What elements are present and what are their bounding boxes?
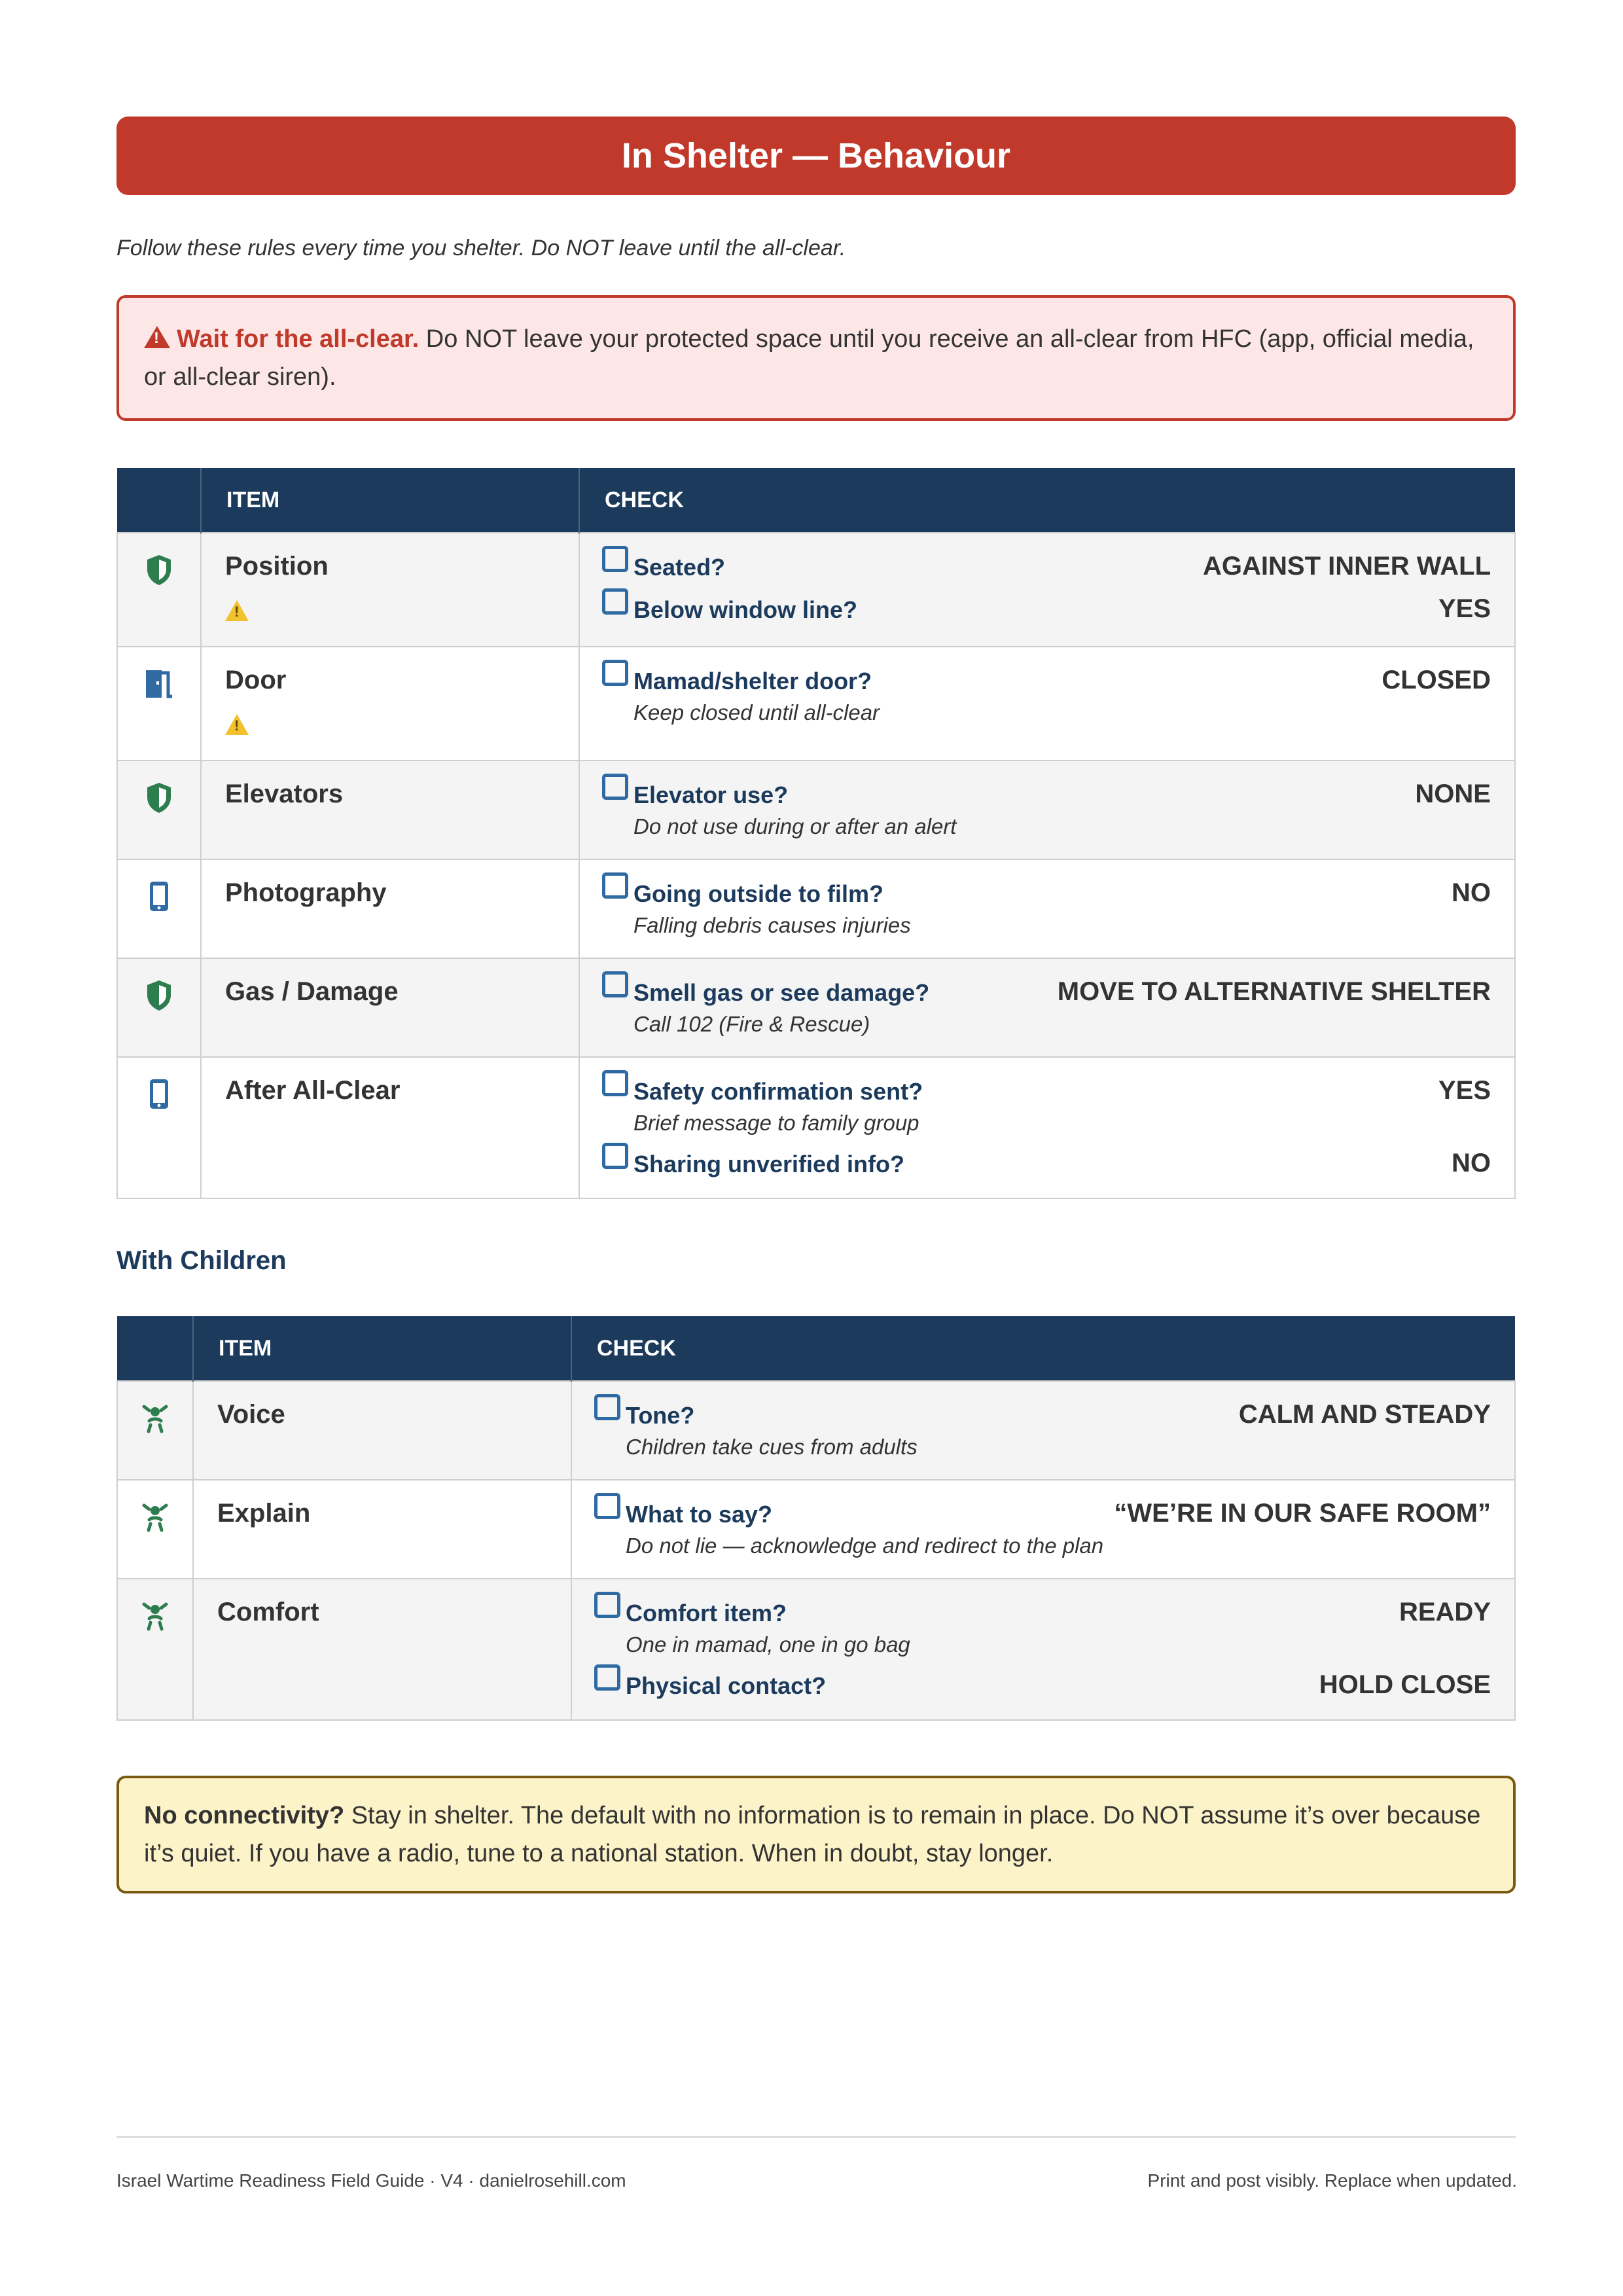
item-label: Position <box>225 552 329 581</box>
icon-column-header <box>117 1316 193 1381</box>
children-table <box>116 1316 1516 1721</box>
checkbox[interactable] <box>602 872 628 899</box>
check-answer: YES <box>1438 1076 1491 1105</box>
item-label: Photography <box>225 878 387 907</box>
checkbox[interactable] <box>602 546 628 572</box>
phone-icon <box>147 1103 171 1114</box>
check-item <box>594 1670 1491 1700</box>
check-question: Below window line? <box>633 596 857 623</box>
check-note: Call 102 (Fire & Rescue) <box>633 1012 870 1036</box>
check-question: Smell gas or see damage? <box>633 979 930 1006</box>
no-connectivity-note <box>116 1776 1516 1893</box>
checkbox[interactable] <box>602 1143 628 1169</box>
table-row <box>117 1579 1515 1720</box>
check-item <box>602 780 1491 809</box>
check-column-header: CHECK <box>571 1316 1515 1381</box>
check-item <box>602 552 1491 581</box>
check-question: What to say? <box>626 1501 773 1528</box>
child-icon <box>140 1526 170 1537</box>
checkbox[interactable] <box>602 971 628 997</box>
child-icon <box>140 1624 170 1636</box>
row-icon-cell <box>117 533 201 647</box>
shield-icon <box>144 579 174 590</box>
check-answer: READY <box>1399 1598 1491 1626</box>
item-label: Gas / Damage <box>225 977 399 1006</box>
checkbox[interactable] <box>594 1592 620 1618</box>
check-question: Mamad/shelter door? <box>633 668 872 694</box>
check-question: Physical contact? <box>626 1672 827 1699</box>
table-row <box>117 958 1515 1057</box>
item-label: Explain <box>217 1499 311 1528</box>
row-icon-cell <box>117 1057 201 1198</box>
check-item <box>602 977 1491 1007</box>
table-row <box>117 761 1515 859</box>
check-item <box>602 1076 1491 1105</box>
check-note: Falling debris causes injuries <box>633 913 911 937</box>
item-column-header: ITEM <box>201 468 579 533</box>
shield-icon <box>144 806 174 817</box>
item-cell-gas-damage <box>201 958 579 1057</box>
row-icon-cell <box>117 761 201 859</box>
check-item <box>602 878 1491 908</box>
check-item <box>594 1598 1491 1627</box>
check-question: Tone? <box>626 1402 695 1429</box>
table-row <box>117 533 1515 647</box>
check-note: Keep closed until all-clear <box>633 700 880 725</box>
behaviour-table <box>116 468 1516 1199</box>
door-icon <box>142 692 176 704</box>
footer-divider <box>116 2136 1516 2138</box>
row-icon-cell <box>117 1381 193 1480</box>
warning-triangle-icon <box>144 326 170 348</box>
check-cell <box>579 533 1515 647</box>
item-column-header: ITEM <box>193 1316 571 1381</box>
footer-note: Print and post visibly. Replace when updated. <box>1147 2170 1517 2191</box>
check-cell <box>579 859 1515 958</box>
page-subtitle: Follow these rules every time you shelter. Do NOT leave until the all-clear. <box>116 236 846 260</box>
footer-credit: Israel Wartime Readiness Field Guide · V4 · danielrosehill.com <box>116 2170 626 2191</box>
checkbox[interactable] <box>594 1394 620 1420</box>
page <box>116 117 1516 1893</box>
caution-icon <box>225 600 555 628</box>
item-label: After All-Clear <box>225 1076 401 1105</box>
shield-icon <box>144 1004 174 1015</box>
check-question: Comfort item? <box>626 1600 787 1626</box>
checkbox[interactable] <box>602 588 628 615</box>
item-label: Door <box>225 666 287 694</box>
check-item <box>602 1149 1491 1178</box>
item-cell-position <box>201 533 579 647</box>
with-children-heading: With Children <box>116 1246 287 1275</box>
item-label: Elevators <box>225 780 344 808</box>
check-note: Do not lie — acknowledge and redirect to the plan <box>626 1534 1104 1558</box>
checkbox[interactable] <box>594 1493 620 1519</box>
table-row <box>117 1480 1515 1579</box>
item-cell-explain <box>193 1480 571 1579</box>
child-icon <box>140 1427 170 1438</box>
item-cell-photography <box>201 859 579 958</box>
row-icon-cell <box>117 859 201 958</box>
check-item <box>594 1499 1491 1528</box>
table-row <box>117 859 1515 958</box>
check-cell <box>579 958 1515 1057</box>
check-cell <box>571 1381 1515 1480</box>
check-cell <box>579 647 1515 761</box>
check-question: Safety confirmation sent? <box>633 1078 923 1105</box>
check-cell <box>571 1480 1515 1579</box>
check-answer: “WE’RE IN OUR SAFE ROOM” <box>1114 1499 1491 1528</box>
table-row <box>117 1057 1515 1198</box>
table-row <box>117 647 1515 761</box>
all-clear-warning <box>116 295 1516 421</box>
note-text: Stay in shelter. The default with no information is to remain in place. Do NOT assume it’s over because it’s quiet. If you have a radio, tune to a national station. When in doubt, stay longer. <box>144 1802 1481 1867</box>
item-cell-elevators <box>201 761 579 859</box>
item-cell-comfort <box>193 1579 571 1720</box>
check-answer: CLOSED <box>1382 666 1491 694</box>
check-item <box>602 594 1491 624</box>
check-cell <box>579 761 1515 859</box>
check-item <box>602 666 1491 695</box>
item-cell-voice <box>193 1381 571 1480</box>
check-question: Going outside to film? <box>633 880 883 907</box>
item-cell-after-all-clear <box>201 1057 579 1198</box>
check-answer: HOLD CLOSE <box>1319 1670 1491 1699</box>
check-question: Sharing unverified info? <box>633 1151 905 1177</box>
caution-icon <box>225 713 555 742</box>
phone-icon <box>147 905 171 916</box>
check-note: Children take cues from adults <box>626 1435 918 1459</box>
check-column-header: CHECK <box>579 468 1515 533</box>
item-label: Comfort <box>217 1598 319 1626</box>
checkbox[interactable] <box>602 1070 628 1096</box>
check-answer: MOVE TO ALTERNATIVE SHELTER <box>1057 977 1491 1006</box>
check-cell <box>579 1057 1515 1198</box>
row-icon-cell <box>117 647 201 761</box>
warning-lead: Wait for the all-clear. <box>177 325 419 353</box>
check-cell <box>571 1579 1515 1720</box>
page-title: In Shelter — Behaviour <box>116 117 1516 195</box>
check-note: One in mamad, one in go bag <box>626 1632 910 1657</box>
warning-text: Do NOT leave your protected space until you receive an all-clear from HFC (app, official media, or all-clear siren). <box>144 325 1474 391</box>
table-row <box>117 1381 1515 1480</box>
icon-column-header <box>117 468 201 533</box>
item-label: Voice <box>217 1400 285 1429</box>
row-icon-cell <box>117 1480 193 1579</box>
check-question: Seated? <box>633 554 726 581</box>
check-note: Brief message to family group <box>633 1111 919 1135</box>
row-icon-cell <box>117 1579 193 1720</box>
row-icon-cell <box>117 958 201 1057</box>
check-answer: NO <box>1452 1149 1491 1177</box>
check-answer: NONE <box>1415 780 1491 808</box>
check-answer: NO <box>1452 878 1491 907</box>
check-note: Do not use during or after an alert <box>633 814 957 838</box>
checkbox[interactable] <box>594 1664 620 1691</box>
check-answer: AGAINST INNER WALL <box>1203 552 1491 581</box>
check-answer: YES <box>1438 594 1491 623</box>
check-item <box>594 1400 1491 1429</box>
checkbox[interactable] <box>602 774 628 800</box>
check-answer: CALM AND STEADY <box>1238 1400 1491 1429</box>
item-cell-door <box>201 647 579 761</box>
check-question: Elevator use? <box>633 781 789 808</box>
note-lead: No connectivity? <box>144 1802 345 1829</box>
checkbox[interactable] <box>602 660 628 686</box>
